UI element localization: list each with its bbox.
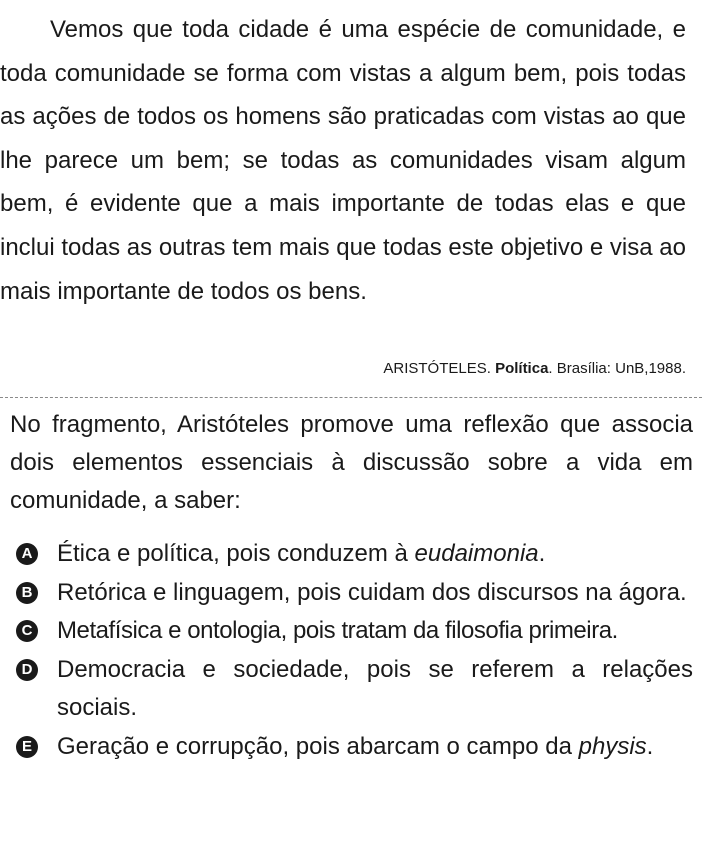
option-d-text: Democracia e sociedade, pois se referem a relações sociais.: [57, 655, 693, 721]
option-b-letter-icon: B: [16, 582, 38, 604]
citation-work: Política: [495, 360, 549, 377]
passage-text: Vemos que toda cidade é uma espécie de comunidade, e toda comunidade se forma com vistas a algum bem, pois todas as ações de todos os homens são praticadas com vistas ao que lhe parece um bem; se todas as comunidades visam algum bem, é evidente que a mais importante de todas elas e que inclui todas as outras tem mais que todas este objetivo e visa ao mais importante de todos os bens.: [0, 16, 686, 305]
option-c[interactable]: [0, 612, 693, 651]
option-d-letter-icon: D: [16, 659, 38, 681]
dashed-divider: [0, 397, 702, 398]
question-stem: No fragmento, Aristóteles promove uma reflexão que associa dois elementos essenciais à discussão sobre a vida em comunidade, a saber:: [10, 411, 693, 514]
option-b-text: Retórica e linguagem, pois cuidam dos discursos na ágora.: [57, 578, 687, 606]
option-e-emphasis: physis: [578, 732, 647, 760]
option-a-letter-icon: A: [16, 543, 38, 565]
option-c-text: Metafísica e ontologia, pois tratam da filosofia primeira.: [57, 617, 618, 644]
answer-options: [0, 535, 702, 766]
citation: [383, 360, 686, 378]
option-a-emphasis: eudaimonia: [414, 540, 539, 567]
option-e-text: Geração e corrupção, pois abarcam o campo da physis.: [57, 732, 654, 760]
option-e[interactable]: [0, 728, 693, 767]
option-d[interactable]: [0, 651, 693, 728]
citation-author: ARISTÓTELES.: [383, 360, 491, 377]
option-e-letter-icon: E: [16, 736, 38, 758]
option-b[interactable]: [0, 574, 693, 613]
citation-details: . Brasília: UnB,1988.: [548, 360, 686, 377]
option-a[interactable]: [0, 535, 693, 574]
option-c-letter-icon: C: [16, 620, 38, 642]
option-a-text: Ética e política, pois conduzem à eudaimonia.: [57, 540, 546, 567]
